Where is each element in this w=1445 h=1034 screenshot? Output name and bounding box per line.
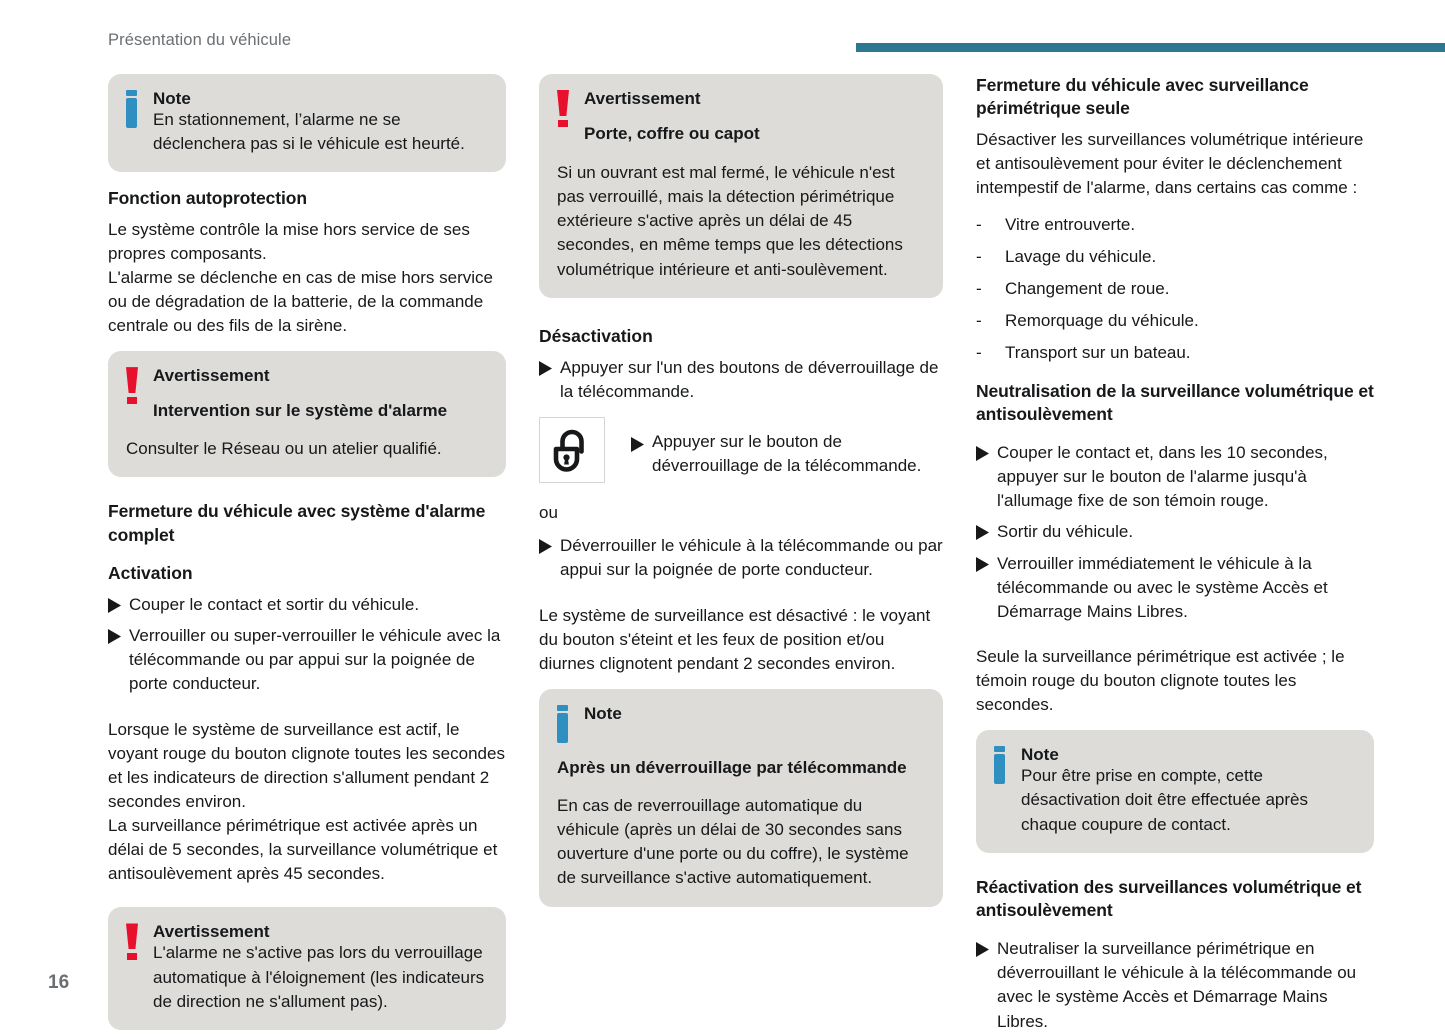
page-number: 16 — [48, 972, 70, 993]
paragraph-surveillance-1: Lorsque le système de surveillance est actif, le voyant rouge du bouton clignote toutes les secondes et les indicateurs de direction s'allument pendant 2 secondes environ. — [108, 719, 505, 811]
step-text: Déverrouiller le véhicule à la télécommande ou par appui sur la poignée de porte conducteur. — [560, 536, 943, 580]
dash-bullet-icon: - — [976, 343, 982, 363]
paragraph-desactiver: Désactiver les surveillances volumétrique intérieure et antisoulèvement pour éviter le déclenchement intempestif de l'alarme, dans certains cas comme : — [976, 129, 1364, 197]
steps-reactivation — [976, 937, 1374, 1034]
paragraph-seule-perimetrique: Seule la surveillance périmétrique est activée ; le témoin rouge du bouton clignote toutes les secondes. — [976, 646, 1345, 715]
list-cas — [976, 213, 1374, 366]
page-header — [0, 0, 1445, 58]
paragraph-autoprotection-2: L'alarme se déclenche en cas de mise hors service ou de dégradation de la batterie, de la commande centrale ou des fils de la sirène. — [108, 267, 493, 336]
note-callout — [539, 689, 943, 907]
running-head: Présentation du véhicule — [108, 31, 292, 49]
warning-callout — [539, 74, 943, 298]
callout-body: Pour être prise en compte, cette désactivation doit être effectuée après chaque coupure de contact. — [1021, 766, 1308, 834]
column-1 — [108, 74, 506, 1011]
note-callout — [976, 730, 1374, 852]
or-label: ou — [539, 503, 558, 523]
step-item — [539, 356, 943, 404]
callout-title: Avertissement — [584, 89, 701, 108]
triangle-bullet-icon — [539, 356, 560, 376]
triangle-bullet-icon — [976, 552, 997, 572]
heading-fermeture-alarme-complet: Fermeture du véhicule avec système d'alarme complet — [108, 501, 486, 545]
triangle-bullet-icon — [976, 520, 997, 540]
step-text: Verrouiller ou super-verrouiller le véhicule avec la télécommande ou par appui sur la poignée de porte conducteur. — [129, 626, 501, 694]
pictogram-caption — [631, 417, 943, 478]
step-text: Sortir du véhicule. — [997, 522, 1134, 542]
triangle-bullet-icon — [976, 937, 997, 957]
list-item — [976, 341, 1374, 365]
list-item-text: Transport sur un bateau. — [1005, 343, 1191, 363]
step-item — [108, 593, 506, 617]
step-text: Couper le contact et, dans les 10 secondes, appuyer sur le bouton de l'alarme jusqu'à l'allumage fixe de son témoin rouge. — [997, 443, 1328, 511]
info-icon — [557, 703, 572, 745]
step-text: Neutraliser la surveillance périmétrique en déverrouillant le véhicule à la télécommande ou avec le système Accès et Démarrage Mains Libres. — [997, 939, 1357, 1031]
heading-neutralisation: Neutralisation de la surveillance volumétrique et antisoulèvement — [976, 380, 1374, 424]
paragraph-systeme-desactive: Le système de surveillance est désactivé : le voyant du bouton s'éteint et les feux de position et/ou diurnes clignotent pendant 2 secondes environ. — [539, 605, 931, 673]
list-item-text: Lavage du véhicule. — [1005, 247, 1157, 267]
list-item — [976, 245, 1374, 269]
callout-body: L'alarme ne s'active pas lors du verrouillage automatique à l'éloignement (les indicateurs de direction ne s'allument pas). — [153, 943, 485, 1011]
steps-activation — [108, 593, 506, 697]
info-icon — [126, 88, 141, 130]
triangle-bullet-icon — [539, 534, 560, 554]
callout-title: Note — [584, 703, 622, 723]
paragraph-autoprotection-1: Le système contrôle la mise hors service de ses propres composants. — [108, 219, 470, 263]
warning-icon — [126, 365, 141, 407]
pictogram-row — [539, 417, 943, 483]
callout-body: En cas de reverrouillage automatique du véhicule (après un délai de 30 secondes sans ouverture d'une porte ou du coffre), le système de surveillance s'active automatiquement. — [557, 796, 909, 888]
callout-title: Avertissement — [153, 922, 270, 942]
list-item — [976, 213, 1374, 237]
list-item-text: Vitre entrouverte. — [1005, 214, 1136, 234]
steps-desactivation — [539, 356, 943, 404]
heading-fonction-autoprotection: Fonction autoprotection — [108, 188, 307, 209]
warning-icon — [126, 921, 141, 963]
paragraph-surveillance-2: La surveillance périmétrique est activée après un délai de 5 secondes, la surveillance volumétrique et antisoulèvement après 45 secondes. — [108, 816, 498, 884]
step-item — [976, 552, 1374, 624]
triangle-bullet-icon — [108, 593, 129, 613]
warning-callout — [108, 907, 506, 1029]
dash-bullet-icon: - — [976, 214, 982, 234]
heading-activation: Activation — [108, 562, 193, 583]
heading-desactivation: Désactivation — [539, 325, 653, 346]
step-item — [976, 937, 1374, 1034]
pictogram-caption-text: Appuyer sur le bouton de déverrouillage de la télécommande. — [652, 432, 922, 476]
callout-subtitle: Intervention sur le système d'alarme — [153, 401, 448, 421]
step-item — [108, 624, 506, 696]
column-3 — [976, 74, 1374, 1031]
callout-body: Consulter le Réseau ou un atelier qualifié. — [126, 439, 442, 459]
heading-reactivation: Réactivation des surveillances volumétrique et antisoulèvement — [976, 876, 1362, 920]
callout-body: En stationnement, l’alarme ne se déclenchera pas si le véhicule est heurté. — [153, 110, 465, 154]
list-item — [976, 309, 1374, 333]
dash-bullet-icon: - — [976, 279, 982, 299]
callout-title: Note — [153, 89, 191, 108]
triangle-bullet-icon — [976, 441, 997, 461]
header-rule — [856, 43, 1445, 52]
unlock-padlock-icon — [539, 417, 605, 483]
step-text: Couper le contact et sortir du véhicule. — [129, 595, 420, 615]
step-item — [976, 441, 1374, 513]
step-text: Appuyer sur l'un des boutons de déverrouillage de la télécommande. — [560, 357, 939, 402]
page-columns — [108, 74, 1374, 1031]
callout-body: Si un ouvrant est mal fermé, le véhicule n'est pas verrouillé, mais la détection périmétrique extérieure s'active après un délai de 45 secondes, en même temps que les détections volumétrique intérieure et anti-soulèvement. — [557, 163, 903, 279]
warning-callout — [108, 351, 506, 477]
heading-fermeture-perimetrique: Fermeture du véhicule avec surveillance périmétrique seule — [976, 75, 1309, 119]
dash-bullet-icon: - — [976, 311, 982, 331]
info-icon — [994, 744, 1009, 786]
steps-neutralisation — [976, 441, 1374, 624]
note-callout — [108, 74, 506, 172]
dash-bullet-icon: - — [976, 247, 982, 267]
step-text: Verrouiller immédiatement le véhicule à la télécommande ou avec le système Accès et Démarrage Mains Libres. — [997, 553, 1328, 621]
step-item — [539, 534, 943, 582]
callout-subtitle: Après un déverrouillage par télécommande — [557, 757, 907, 777]
warning-icon — [557, 88, 572, 130]
list-item-text: Remorquage du véhicule. — [1005, 311, 1199, 331]
triangle-bullet-icon — [108, 624, 129, 644]
step-item — [976, 520, 1374, 544]
callout-subtitle: Porte, coffre ou capot — [584, 124, 760, 144]
triangle-bullet-icon — [631, 430, 652, 459]
callout-title: Avertissement — [153, 366, 270, 386]
list-item — [976, 277, 1374, 301]
list-item-text: Changement de roue. — [1005, 279, 1170, 299]
callout-title: Note — [1021, 745, 1059, 765]
steps-deverrouiller — [539, 534, 943, 582]
column-2 — [539, 74, 943, 958]
